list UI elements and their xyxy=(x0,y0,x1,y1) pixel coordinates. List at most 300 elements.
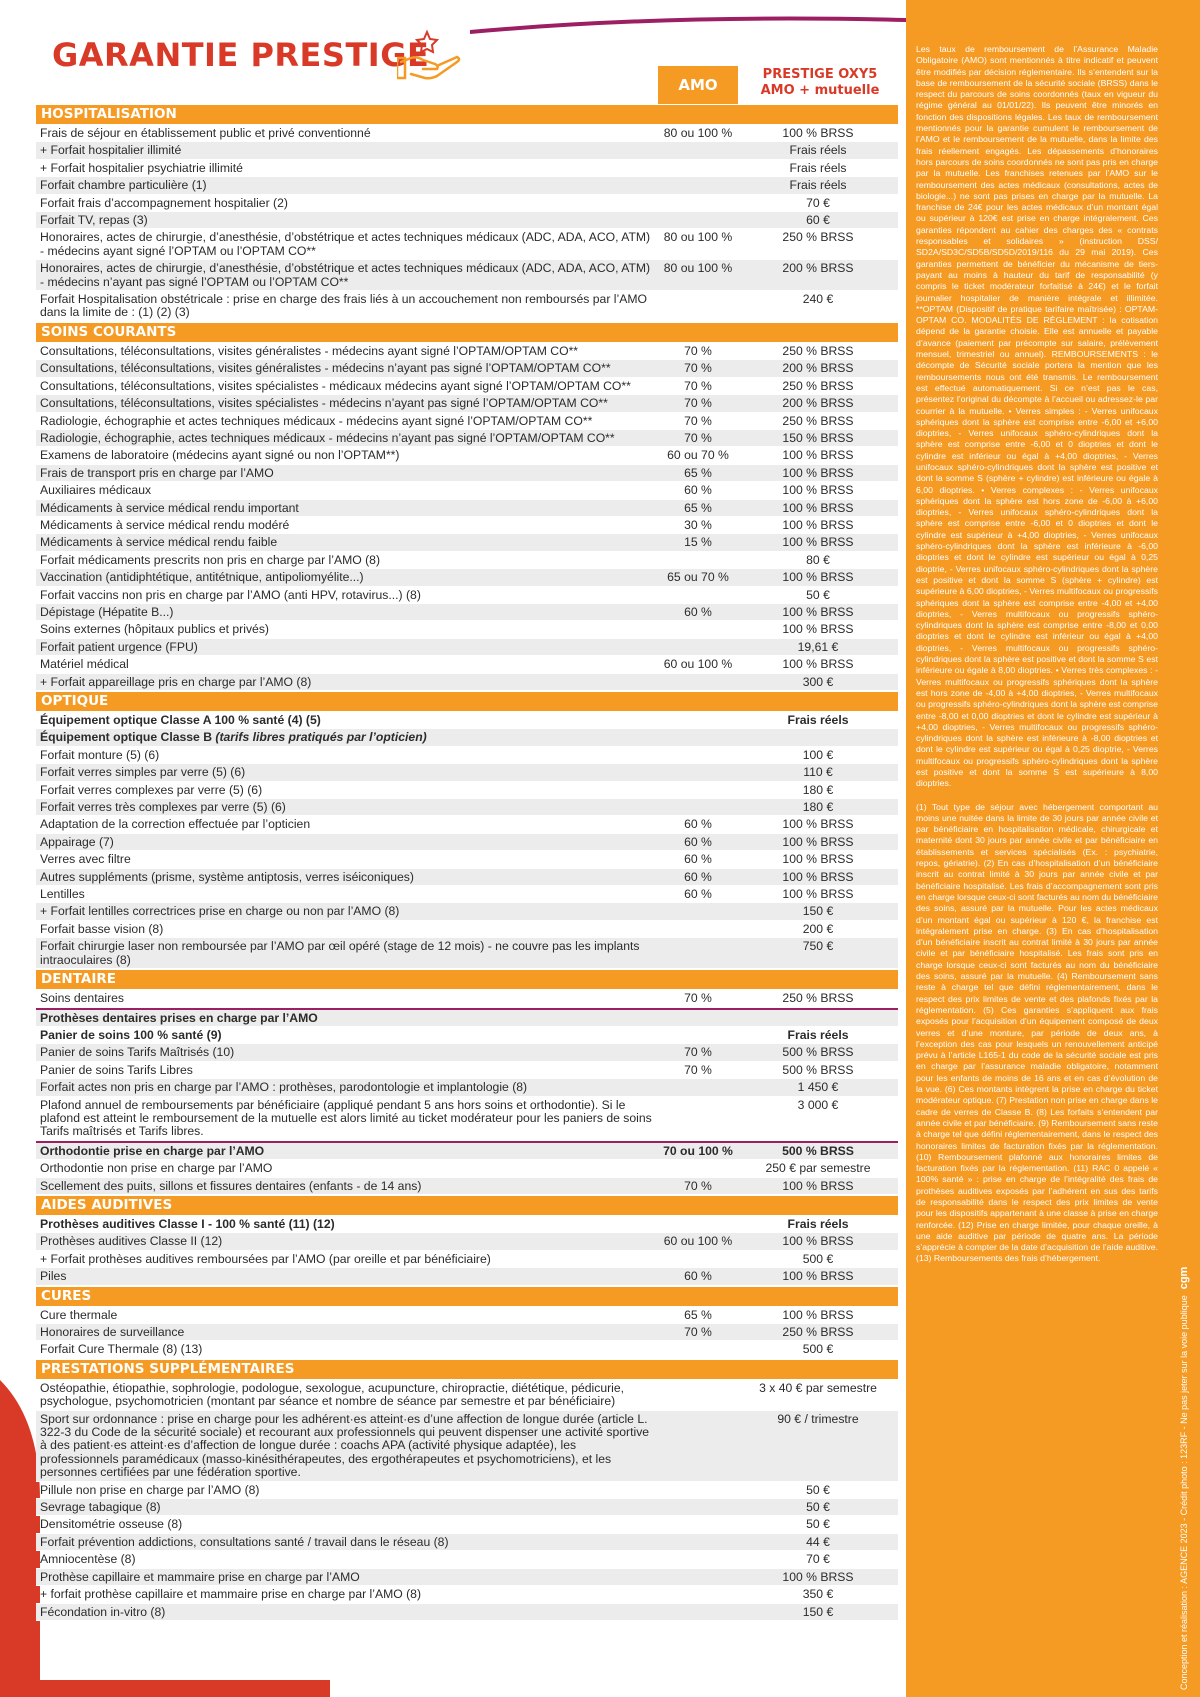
row-amo-rate: 80 ou 100 % xyxy=(663,261,733,276)
row-amo-rate xyxy=(658,1251,738,1267)
row-prestige-rate: 100 % BRSS xyxy=(782,500,854,515)
row-amo-rate xyxy=(658,1097,738,1140)
row-prestige-rate: 250 % BRSS xyxy=(782,991,854,1006)
row-label-text: Prothèses auditives Classe II (12) xyxy=(40,1234,223,1249)
row-label-text: Honoraires de surveillance xyxy=(40,1325,185,1339)
row-amo-rate: 30 % xyxy=(684,517,712,532)
section-header: AIDES AUDITIVES xyxy=(36,1196,898,1215)
row-label xyxy=(36,195,658,211)
row-amo-rate: 60 % xyxy=(684,834,712,849)
row-amo-rate xyxy=(658,212,738,228)
row-label xyxy=(36,639,658,655)
row-label xyxy=(36,764,658,780)
row-label-text: Forfait frais d’accompagnement hospitalier (2) xyxy=(40,195,288,210)
row-amo-rate: 60 ou 100 % xyxy=(663,657,733,672)
row-label-text: Forfait verres complexes par verre (5) (6) xyxy=(40,782,263,797)
table-row xyxy=(36,587,898,604)
row-label-text: Orthodontie prise en charge par l’AMO xyxy=(40,1143,265,1158)
row-label-text: Matériel médical xyxy=(40,657,129,672)
row-prestige-rate: 250 % BRSS xyxy=(782,378,854,393)
table-row xyxy=(36,1008,898,1027)
row-amo-rate xyxy=(658,177,738,193)
row-label xyxy=(36,142,658,158)
row-label-text: Médicaments à service médical rendu modéré xyxy=(40,517,290,532)
row-amo-rate: 70 % xyxy=(684,396,712,411)
row-amo-rate: 65 % xyxy=(684,1307,712,1322)
row-label-text: Forfait chirurgie laser non remboursée par l’AMO par œil opéré (stage de 12 mois) - ne couvre pas les implants intraoculaires (8) xyxy=(40,939,640,967)
row-prestige-rate: 100 € xyxy=(802,747,834,762)
row-label-text: Dépistage (Hépatite B...) xyxy=(40,604,174,619)
row-label xyxy=(36,343,658,359)
agency-logo: cgm xyxy=(1178,1266,1190,1290)
table-row xyxy=(36,1569,898,1586)
row-amo-rate xyxy=(658,1216,738,1232)
row-prestige-rate: 100 % BRSS xyxy=(782,1269,854,1284)
row-amo-rate xyxy=(658,142,738,158)
row-label xyxy=(36,482,658,498)
row-label xyxy=(36,291,658,321)
table-row xyxy=(36,921,898,938)
row-label-text: + forfait prothèse capillaire et mammaire prise en charge par l’AMO (8) xyxy=(40,1587,422,1602)
row-label-text: Vaccination (antidiphtétique, antitétnique, antipoliomyélite...) xyxy=(40,570,364,585)
table-row xyxy=(36,834,898,851)
row-amo-rate xyxy=(658,782,738,798)
row-label-text: Densitométrie osseuse (8) xyxy=(40,1517,183,1532)
table-row xyxy=(36,674,898,691)
row-prestige-rate: 100 % BRSS xyxy=(782,126,854,140)
row-prestige-rate: 100 % BRSS xyxy=(782,535,854,550)
row-label xyxy=(36,921,658,937)
row-label-text: Prothèses auditives Classe I - 100 % santé (11) (12) xyxy=(40,1216,335,1231)
table-row xyxy=(36,1516,898,1533)
table-row xyxy=(36,378,898,395)
row-prestige-rate: Frais réels xyxy=(789,178,847,193)
row-label-text: Panier de soins Tarifs Libres xyxy=(40,1062,193,1077)
row-prestige-rate: 100 % BRSS xyxy=(782,1569,854,1584)
row-label-text: + Forfait hospitalier psychiatrie illimité xyxy=(40,160,243,175)
row-amo-rate xyxy=(658,1380,738,1410)
row-prestige-rate: 1 450 € xyxy=(797,1080,839,1095)
row-amo-rate xyxy=(658,1604,738,1620)
row-label-text: Médicaments à service médical rendu faible xyxy=(40,535,278,550)
table-row xyxy=(36,229,898,260)
row-amo-rate: 70 % xyxy=(684,361,712,376)
row-label-text: Frais de transport pris en charge par l’AMO xyxy=(40,465,274,480)
row-prestige-rate: 200 % BRSS xyxy=(782,361,854,376)
table-row xyxy=(36,764,898,781)
row-prestige-rate: 750 € xyxy=(802,939,834,954)
row-amo-rate xyxy=(658,1027,738,1043)
row-label xyxy=(36,587,658,603)
table-row xyxy=(36,177,898,194)
row-prestige-rate: 70 € xyxy=(806,1552,830,1567)
row-label-text: Forfait Cure Thermale (8) (13) xyxy=(40,1342,203,1357)
table-row xyxy=(36,160,898,177)
table-row xyxy=(36,125,898,142)
row-amo-rate xyxy=(658,799,738,815)
row-label xyxy=(36,1010,658,1026)
row-amo-rate xyxy=(658,747,738,763)
table-row xyxy=(36,142,898,159)
row-prestige-rate: 100 % BRSS xyxy=(782,1307,854,1322)
row-label-text: Forfait vaccins non pris en charge par l’AMO (anti HPV, rotavirus...) (8) xyxy=(40,587,421,602)
row-prestige-rate: 100 % BRSS xyxy=(782,570,854,585)
row-amo-rate: 65 % xyxy=(684,500,712,515)
row-prestige-rate: 500 % BRSS xyxy=(782,1143,854,1158)
row-prestige-rate: 250 € par semestre xyxy=(765,1161,871,1176)
row-amo-rate: 70 % xyxy=(684,343,712,358)
row-label-text: Honoraires, actes de chirurgie, d’anesthésie, d’obstétrique et actes techniques médicaux (ADC, ADA, ACO, ATM) - médecins n’ayant pas signé l’OPTAM ou l’OPTAM CO** xyxy=(40,261,651,289)
row-amo-rate xyxy=(658,1010,738,1026)
row-prestige-rate: 100 % BRSS xyxy=(782,852,854,867)
row-label xyxy=(36,1268,658,1284)
row-label-text: Plafond annuel de remboursements par bénéficiaire (appliqué pendant 5 ans hors soins et orthodontie). Si le plafond est atteint le remboursement de la mutuelle est alors limité au ticket modérateur pour les paniers de soins Tarifs maîtrisés et Tarifs libres. xyxy=(40,1097,652,1139)
table-row xyxy=(36,1160,898,1177)
table-row xyxy=(36,851,898,868)
row-label-text: Forfait médicaments prescrits non pris en charge par l’AMO (8) xyxy=(40,552,381,567)
table-row xyxy=(36,1307,898,1324)
table-row xyxy=(36,729,898,746)
row-label-text: Forfait chambre particulière (1) xyxy=(40,178,207,193)
row-prestige-rate: 70 € xyxy=(806,195,830,210)
table-row xyxy=(36,604,898,621)
row-amo-rate xyxy=(658,1411,738,1481)
table-row xyxy=(36,482,898,499)
row-label xyxy=(36,1251,658,1267)
table-row xyxy=(36,517,898,534)
row-prestige-rate: 19,61 € xyxy=(797,639,839,654)
row-prestige-rate: 500 € xyxy=(802,1342,834,1357)
row-label xyxy=(36,1482,658,1498)
row-prestige-rate: Frais réels xyxy=(787,713,849,727)
table-row xyxy=(36,534,898,551)
row-label xyxy=(36,465,658,481)
table-row xyxy=(36,869,898,886)
section-header: DENTAIRE xyxy=(36,970,898,989)
table-row xyxy=(36,569,898,586)
row-label xyxy=(36,1499,658,1515)
row-prestige-rate xyxy=(738,1010,898,1026)
row-label xyxy=(36,360,658,376)
table-row xyxy=(36,1027,898,1044)
row-label xyxy=(36,1411,658,1481)
row-amo-rate xyxy=(658,621,738,637)
row-amo-rate: 70 % xyxy=(684,430,712,445)
row-label xyxy=(36,413,658,429)
row-prestige-rate: 200 % BRSS xyxy=(782,261,854,276)
row-label-text: Forfait prévention addictions, consultations santé / travail dans le réseau (8) xyxy=(40,1534,449,1549)
table-row xyxy=(36,1499,898,1516)
table-row xyxy=(36,747,898,764)
row-prestige-rate: 100 % BRSS xyxy=(782,657,854,672)
table-row xyxy=(36,1233,898,1250)
row-prestige-rate: 150 € xyxy=(802,1604,834,1619)
table-row xyxy=(36,639,898,656)
row-amo-rate xyxy=(658,712,738,728)
row-label xyxy=(36,1079,658,1095)
table-row xyxy=(36,1079,898,1096)
row-amo-rate xyxy=(658,1341,738,1357)
row-label-text: Radiologie, échographie, actes techniques médicaux - médecins n’ayant pas signé l’OPTAM/OPTAM CO** xyxy=(40,430,615,445)
hand-star-icon xyxy=(397,28,465,84)
row-label-text: Consultations, téléconsultations, visites généralistes - médecins ayant signé l’OPTAM/OPTAM CO** xyxy=(40,343,579,358)
table-row xyxy=(36,1604,898,1621)
row-label xyxy=(36,500,658,516)
row-amo-rate xyxy=(658,160,738,176)
row-amo-rate: 70 % xyxy=(684,991,712,1006)
row-label-text: Sport sur ordonnance : prise en charge pour les adhérent·es atteint·es d’une affection de longue durée (article L. 322-3 du Code de la sécurité sociale) et recourant aux professionnels qui peuvent dispenser une activité sportive à des patient·es atteint·es d’affection de longue durée : coachs APA (activité physique adaptée), les professionnels paramédicaux (masso-kinésithérapeutes, des ergothérapeutes et psychomotriciens), et les personnes certifiées par une fédération sportive. xyxy=(40,1411,650,1480)
table-row xyxy=(36,1062,898,1079)
row-label-text: Forfait actes non pris en charge par l’AMO : prothèses, parodontologie et implantologie (8) xyxy=(40,1080,528,1095)
row-amo-rate xyxy=(658,587,738,603)
row-label-text: Forfait verres très complexes par verre (5) (6) xyxy=(40,800,286,815)
row-label xyxy=(36,1534,658,1550)
row-amo-rate: 70 % xyxy=(684,1325,712,1339)
row-amo-rate: 60 % xyxy=(684,817,712,832)
row-label-text: + Forfait hospitalier illimité xyxy=(40,143,182,158)
row-label xyxy=(36,212,658,228)
row-prestige-rate: 90 € / trimestre xyxy=(777,1411,859,1426)
section-header: CURES xyxy=(36,1287,898,1306)
table-row xyxy=(36,395,898,412)
row-label-text: Pillule non prise en charge par l’AMO (8) xyxy=(40,1482,260,1497)
table-row xyxy=(36,430,898,447)
row-label xyxy=(36,1307,658,1323)
row-prestige-rate: 100 % BRSS xyxy=(782,465,854,480)
row-label xyxy=(36,851,658,867)
row-amo-rate: 15 % xyxy=(684,535,712,550)
row-label xyxy=(36,621,658,637)
row-label-text: Consultations, téléconsultations, visites généralistes - médecins n’ayant pas signé l’OPTAM/OPTAM CO** xyxy=(40,361,611,376)
row-label xyxy=(36,260,658,290)
row-amo-rate xyxy=(658,674,738,690)
vertical-credit xyxy=(1178,1267,1190,1690)
row-amo-rate: 70 % xyxy=(684,413,712,428)
row-label xyxy=(36,229,658,259)
row-label xyxy=(36,395,658,411)
row-label xyxy=(36,1516,658,1532)
row-label xyxy=(36,552,658,568)
row-label xyxy=(36,534,658,550)
table-row xyxy=(36,1341,898,1358)
row-label xyxy=(36,1341,658,1357)
row-prestige-rate: 100 % BRSS xyxy=(782,1234,854,1249)
row-label xyxy=(36,1160,658,1176)
table-row xyxy=(36,360,898,377)
row-label-text: Autres suppléments (prisme, système antiptosis, verres iséiconiques) xyxy=(40,869,414,884)
row-amo-rate xyxy=(658,552,738,568)
row-amo-rate: 60 % xyxy=(684,604,712,619)
row-label-text: Frais de séjour en établissement public et privé conventionné xyxy=(40,126,371,140)
row-amo-rate: 60 % xyxy=(684,852,712,867)
row-amo-rate: 70 % xyxy=(684,1045,712,1060)
row-label-text: Forfait basse vision (8) xyxy=(40,921,164,936)
row-prestige-rate: 250 % BRSS xyxy=(782,230,854,245)
row-label-text: + Forfait prothèses auditives remboursées par l’AMO (par oreille et par bénéficiaire) xyxy=(40,1251,491,1266)
table-row xyxy=(36,212,898,229)
row-amo-rate: 60 % xyxy=(684,1269,712,1284)
row-label-text: Forfait TV, repas (3) xyxy=(40,213,148,228)
row-label xyxy=(36,886,658,902)
row-label-text: + Forfait appareillage pris en charge par l’AMO (8) xyxy=(40,674,312,689)
table-row xyxy=(36,1324,898,1341)
table-row xyxy=(36,1097,898,1141)
row-prestige-rate: 250 % BRSS xyxy=(782,1325,854,1339)
column-header-amo: AMO xyxy=(658,66,738,104)
row-amo-rate: 70 % xyxy=(684,1178,712,1193)
table-row xyxy=(36,1411,898,1482)
table-row xyxy=(36,886,898,903)
notes-text xyxy=(916,44,1158,1277)
row-prestige-rate: 200 € xyxy=(802,921,834,936)
table-row xyxy=(36,1551,898,1568)
row-prestige-rate: Frais réels xyxy=(787,1027,849,1042)
row-label-text: Auxiliaires médicaux xyxy=(40,483,152,498)
row-label-text: Piles xyxy=(40,1269,67,1284)
row-amo-rate: 65 % xyxy=(684,465,712,480)
row-prestige-rate: Frais réels xyxy=(787,1216,849,1231)
row-label-text: Fécondation in-vitro (8) xyxy=(40,1604,166,1619)
table-row xyxy=(36,656,898,673)
row-prestige-rate: 500 % BRSS xyxy=(782,1045,854,1060)
row-label xyxy=(36,604,658,620)
row-label-text: Consultations, téléconsultations, visites spécialistes - médicaux médecins ayant signé l’OPTAM/OPTAM CO** xyxy=(40,378,631,393)
row-prestige-rate: 500 € xyxy=(802,1251,834,1266)
row-amo-rate: 60 ou 70 % xyxy=(667,448,729,463)
row-label-text: Consultations, téléconsultations, visites spécialistes - médecins n’ayant pas signé l’OPTAM/OPTAM CO** xyxy=(40,396,608,411)
row-label xyxy=(36,1178,658,1194)
row-prestige-rate: 100 % BRSS xyxy=(782,448,854,463)
row-label xyxy=(36,674,658,690)
row-prestige-rate: 150 € xyxy=(802,904,834,919)
table-row xyxy=(36,938,898,969)
row-prestige-rate: 3 x 40 € par semestre xyxy=(759,1380,877,1395)
row-prestige-rate: 50 € xyxy=(806,1517,830,1532)
row-label xyxy=(36,1380,658,1410)
notes-paragraph: (1) Tout type de séjour avec hébergement comportant au moins une nuitée dans la limite de 30 jours par année civile et par bénéficiaire en hospitalisation médicale, chirurgicale et maternité dont 30 jours par année civile et par bénéficiaire en établissements et services spécialisés (Ex. : psychiatrie, repos, gériatrie). (2) En cas d’hospitalisation d’un bénéficiaire inscrit au contrat limité à 30 jours par année civile et par bénéficiaire hospitalisé. Les frais d’accompagnement sont pris en charge lorsque ceux-ci sont facturés au nom du bénéficiaire des soins, assuré par la mutuelle. Pour les actes médicaux d’un montant égal ou supérieur à 120 €, la franchise est intégralement prise en charge. (3) En cas d’hospitalisation d’un bénéficiaire inscrit au contrat limité à 30 jours par année civile et par bénéficiaire hospitalisé. Les frais sont pris en charge lorsque ceux-ci sont facturés au nom du bénéficiaire des soins, assuré par la mutuelle. (4) Remboursement sans reste à charge tel que défini réglementairement, dans le respect des prix limites de vente et des plafonds fixés par la réglementation. (5) Ces garanties s’appliquent aux frais exposés pour l’acquisition d’un équipement composé de deux verres et d’une monture, par période de deux ans, à l’exception des cas pour lesquels un renouvellement anticipé prévu à l’article L165-1 du code de la sécurité sociale est pris en charge par l’assurance maladie obligatoire, notamment pour les enfants de moins de 16 ans et en cas d’évolution de la vue. (6) Ces montants intègrent la prise en charge du ticket modérateur optique. (7) Prestation non prise en charge dans le cadre de verres de Classe B. (8) Les forfaits s’entendent par année civile et par bénéficiaire. (9) Remboursement sans reste à charge tel que défini réglementairement, dans le respect des honoraires limites de facturation fixés par la réglementation. (10) Remboursement plafonné aux honoraires limites de facturation fixés par la réglementation. (11) RAC 0 appelé « 100% santé » : prise en charge de l’intégralité des frais de prothèses auditives exposés par l’adhérent en sus des tarifs de responsabilité dans le respect des prix limites de vente pour les dispositifs appartenant à une classe à prise en charge renforcée. (12) Prise en charge limitée, pour chaque oreille, à une aide auditive par période de quatre ans. La période s’apprécie à compter de la date d’acquisition de l’aide auditive. (13) Remboursements des frais d’hébergement. xyxy=(916,801,1158,1264)
row-prestige-rate: 100 % BRSS xyxy=(782,869,854,884)
table-row xyxy=(36,1141,898,1160)
row-prestige-rate: 100 % BRSS xyxy=(782,1178,854,1193)
row-label-text: Prothèse capillaire et mammaire prise en charge par l’AMO xyxy=(40,1569,360,1584)
row-prestige-rate: 100 % BRSS xyxy=(782,817,854,832)
row-prestige-rate: 50 € xyxy=(806,587,830,602)
row-label-text: Amniocentèse (8) xyxy=(40,1552,136,1567)
row-label xyxy=(36,447,658,463)
row-amo-rate xyxy=(658,938,738,968)
row-amo-rate xyxy=(658,195,738,211)
row-prestige-rate: 100 % BRSS xyxy=(782,622,854,637)
row-prestige-rate: 180 € xyxy=(802,800,834,815)
row-amo-rate xyxy=(658,1160,738,1176)
row-label xyxy=(36,177,658,193)
table-row xyxy=(36,990,898,1007)
row-prestige-rate: 150 % BRSS xyxy=(782,430,854,445)
row-amo-rate xyxy=(658,729,738,745)
row-amo-rate: 60 ou 100 % xyxy=(663,1234,733,1249)
row-prestige-rate: 100 % BRSS xyxy=(782,604,854,619)
row-label-text: Scellement des puits, sillons et fissures dentaires (enfants - de 14 ans) xyxy=(40,1178,422,1193)
table-row xyxy=(36,500,898,517)
row-label xyxy=(36,782,658,798)
column-header-prestige xyxy=(744,64,896,102)
row-label xyxy=(36,869,658,885)
row-label xyxy=(36,1044,658,1060)
table-row xyxy=(36,1216,898,1233)
row-label xyxy=(36,1551,658,1567)
row-label xyxy=(36,125,658,141)
row-label-text: Médicaments à service médical rendu important xyxy=(40,500,299,515)
row-prestige-rate: 100 % BRSS xyxy=(782,483,854,498)
row-label-text: Orthodontie non prise en charge par l’AMO xyxy=(40,1161,273,1176)
row-label xyxy=(36,834,658,850)
row-amo-rate xyxy=(658,1516,738,1532)
row-label xyxy=(36,990,658,1006)
column-header-prestige-line2: AMO + mutuelle xyxy=(760,83,880,98)
row-amo-rate: 60 % xyxy=(684,483,712,498)
row-prestige-rate: Frais réels xyxy=(789,160,847,175)
section-header: SOINS COURANTS xyxy=(36,323,898,342)
row-amo-rate xyxy=(658,639,738,655)
row-label-text: Lentilles xyxy=(40,887,85,902)
row-prestige-rate: 3 000 € xyxy=(797,1097,839,1112)
table-row xyxy=(36,1534,898,1551)
row-prestige-rate: 44 € xyxy=(806,1534,830,1549)
row-label-text: + Forfait lentilles correctrices prise en charge ou non par l’AMO (8) xyxy=(40,904,400,919)
row-label xyxy=(36,1216,658,1232)
row-label-text: Honoraires, actes de chirurgie, d’anesthésie, d’obstétrique et actes techniques médicaux (ADC, ADA, ACO, ATM) - médecins ayant signé l’OPTAM ou l’OPTAM CO** xyxy=(40,230,651,258)
row-label xyxy=(36,799,658,815)
row-prestige-rate: 300 € xyxy=(802,674,834,689)
row-amo-rate xyxy=(658,1551,738,1567)
column-header-prestige-line1: PRESTIGE OXY5 xyxy=(762,67,878,82)
row-label-text: Verres avec filtre xyxy=(40,852,131,867)
row-amo-rate xyxy=(658,1499,738,1515)
row-label xyxy=(36,1233,658,1249)
row-label xyxy=(36,430,658,446)
row-label xyxy=(36,747,658,763)
table-row xyxy=(36,1380,898,1411)
row-label-text: Examens de laboratoire (médecins ayant signé ou non l’OPTAM**) xyxy=(40,448,400,463)
row-label xyxy=(36,1604,658,1620)
table-row xyxy=(36,1482,898,1499)
section-header: OPTIQUE xyxy=(36,692,898,711)
row-label-text: Radiologie, échographie et actes techniques médicaux - médecins ayant signé l’OPTAM/OPTAM CO** xyxy=(40,413,593,428)
table-row xyxy=(36,621,898,638)
row-prestige-rate xyxy=(738,729,898,745)
row-label xyxy=(36,1586,658,1602)
row-amo-rate xyxy=(658,1482,738,1498)
row-amo-rate xyxy=(658,1569,738,1585)
table-row xyxy=(36,816,898,833)
row-amo-rate: 70 % xyxy=(684,378,712,393)
row-amo-rate xyxy=(658,764,738,780)
row-label xyxy=(36,656,658,672)
table-row xyxy=(36,447,898,464)
row-amo-rate: 70 ou 100 % xyxy=(663,1143,733,1158)
row-label xyxy=(36,1097,658,1140)
row-amo-rate: 80 ou 100 % xyxy=(663,126,733,140)
credit-text: Conception et réalisation : AGENCE 2023 - Crédit photo : 123RF - Ne pas jeter sur la voie publique xyxy=(1179,1295,1189,1690)
row-label xyxy=(36,1027,658,1043)
page-title: GARANTIE PRESTIGE xyxy=(52,36,430,74)
row-label-text: Soins dentaires xyxy=(40,991,125,1006)
row-label xyxy=(36,378,658,394)
table-row xyxy=(36,712,898,729)
table-row xyxy=(36,195,898,212)
row-amo-rate: 60 % xyxy=(684,869,712,884)
section-header: HOSPITALISATION xyxy=(36,105,898,124)
